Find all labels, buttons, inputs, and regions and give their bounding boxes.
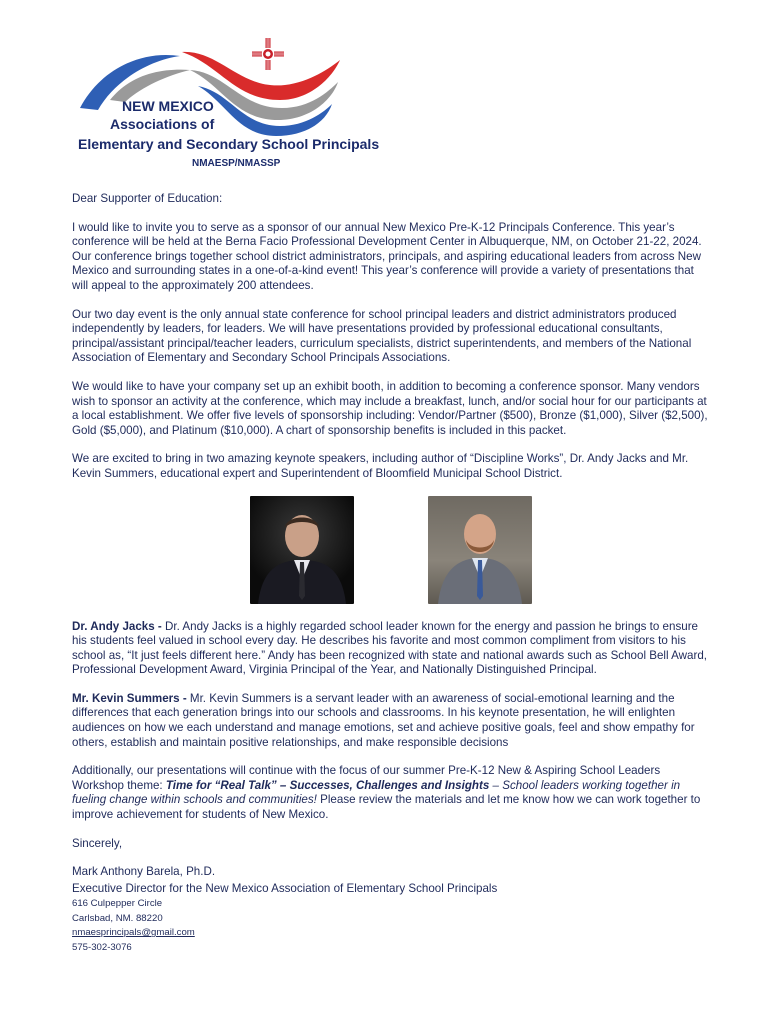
greeting: Dear Supporter of Education: xyxy=(72,192,223,205)
bio-2-text: Mr. Kevin Summers is a servant leader with an awareness of social-emotional learning and the differences that each generation brings into our schools and classrooms. In his keynote presentation, he will enlighten audiences on how we each understand and manage emotions, set and achieve positive goals, feel and show empathy for others, establish and maintain positive relationships, and make responsible decisions xyxy=(72,691,695,749)
paragraph-2: Our two day event is the only annual state conference for school principal leaders and district administrators produced independently by leaders, for leaders. We will have presentations provided by professional educational consultants, principal/assistant principal/teacher leaders, curriculum specialists, district superintendents, and members of the National Association of Elementary and Secondary School Principals Associations. xyxy=(72,307,692,365)
signature-block xyxy=(72,865,712,954)
phone-number: 575-302-3076 xyxy=(72,941,132,953)
p5-start: Additionally, our presentations will continue with the focus of our summer Pre-K-12 New & Aspiring School Leaders Workshop theme: xyxy=(72,764,661,792)
email-link[interactable]: nmaesprincipals@gmail.com xyxy=(72,927,195,939)
closing: Sincerely, xyxy=(72,836,123,850)
bio-1-name: Dr. Andy Jacks - xyxy=(72,619,166,633)
paragraph-4: We are excited to bring in two amazing keynote speakers, including author of “Discipline Works”, Dr. Andy Jacks and Mr. Kevin Summers, educational expert and Superintendent of Bloomfield Municipal School District. xyxy=(72,452,689,480)
speaker-photos xyxy=(72,496,712,604)
bio-kevin-summers xyxy=(72,692,712,750)
signer-title: Executive Director for the New Mexico Association of Elementary School Principals xyxy=(72,881,498,895)
bio-andy-jacks xyxy=(72,620,712,678)
bio-2-name: Mr. Kevin Summers - xyxy=(72,691,190,705)
workshop-theme-subtitle: – School leaders working together in fueling change within schools and communities! xyxy=(72,778,681,807)
address-line-2: Carlsbad, NM. 88220 xyxy=(72,912,163,924)
paragraph-5 xyxy=(72,764,712,822)
logo-line-2: Associations of xyxy=(110,116,215,132)
paragraph-1: I would like to invite you to serve as a sponsor of our annual New Mexico Pre-K-12 Principals Conference. This year’s conference will be held at the Berna Facio Professional Development Center in Albuquerque, NM, on October 21-22, 2024. Our conference brings together school district administrators, principals, and aspiring educational leaders from across New Mexico and surrounding states in a one-of-a-kind event! This year’s conference will provide a variety of presentations that will appeal to the approximately 200 attendees. xyxy=(72,220,702,292)
org-logo xyxy=(70,30,380,175)
address-line-1: 616 Culpepper Circle xyxy=(72,898,163,910)
logo-line-1: NEW MEXICO xyxy=(122,98,214,114)
kevin-summers-photo xyxy=(428,496,532,604)
letter-body xyxy=(72,192,712,956)
p5-end: Please review the materials and let me know how we can work together to improve achievement for students of New Mexico. xyxy=(72,793,701,822)
workshop-theme: Time for “Real Talk” – Successes, Challenges and Insights xyxy=(165,778,490,792)
andy-jacks-photo xyxy=(250,496,354,604)
logo-line-4: NMAESP/NMASSP xyxy=(192,158,281,169)
logo-swoosh-icon xyxy=(70,30,370,175)
paragraph-3: We would like to have your company set up an exhibit booth, in addition to becoming a conference sponsor. Many vendors wish to sponsor an activity at the conference, which may include a breakfast, lunch, and/or social hour for our participants at a local establishment. We offer five levels of sponsorship including: Vendor/Partner ($500), Bronze ($1,000), Silver ($2,500), Gold ($5,000), and Platinum ($10,000). A chart of sponsorship benefits is included in this packet. xyxy=(72,379,708,437)
signer-name: Mark Anthony Barela, Ph.D. xyxy=(72,865,216,879)
bio-1-text: Dr. Andy Jacks is a highly regarded school leader known for the energy and passion he brings to ensure his students feel valued in school every day. He describes his favorite and most common compliment from visitors to his school as, “It just feels different here.” Andy has been recognized with state and national awards such as School Bell Award, Professional Development Award, Virginia Principal of the Year, and Nationally Distinguished Principal. xyxy=(72,619,708,677)
logo-line-3: Elementary and Secondary School Principals xyxy=(78,136,380,152)
